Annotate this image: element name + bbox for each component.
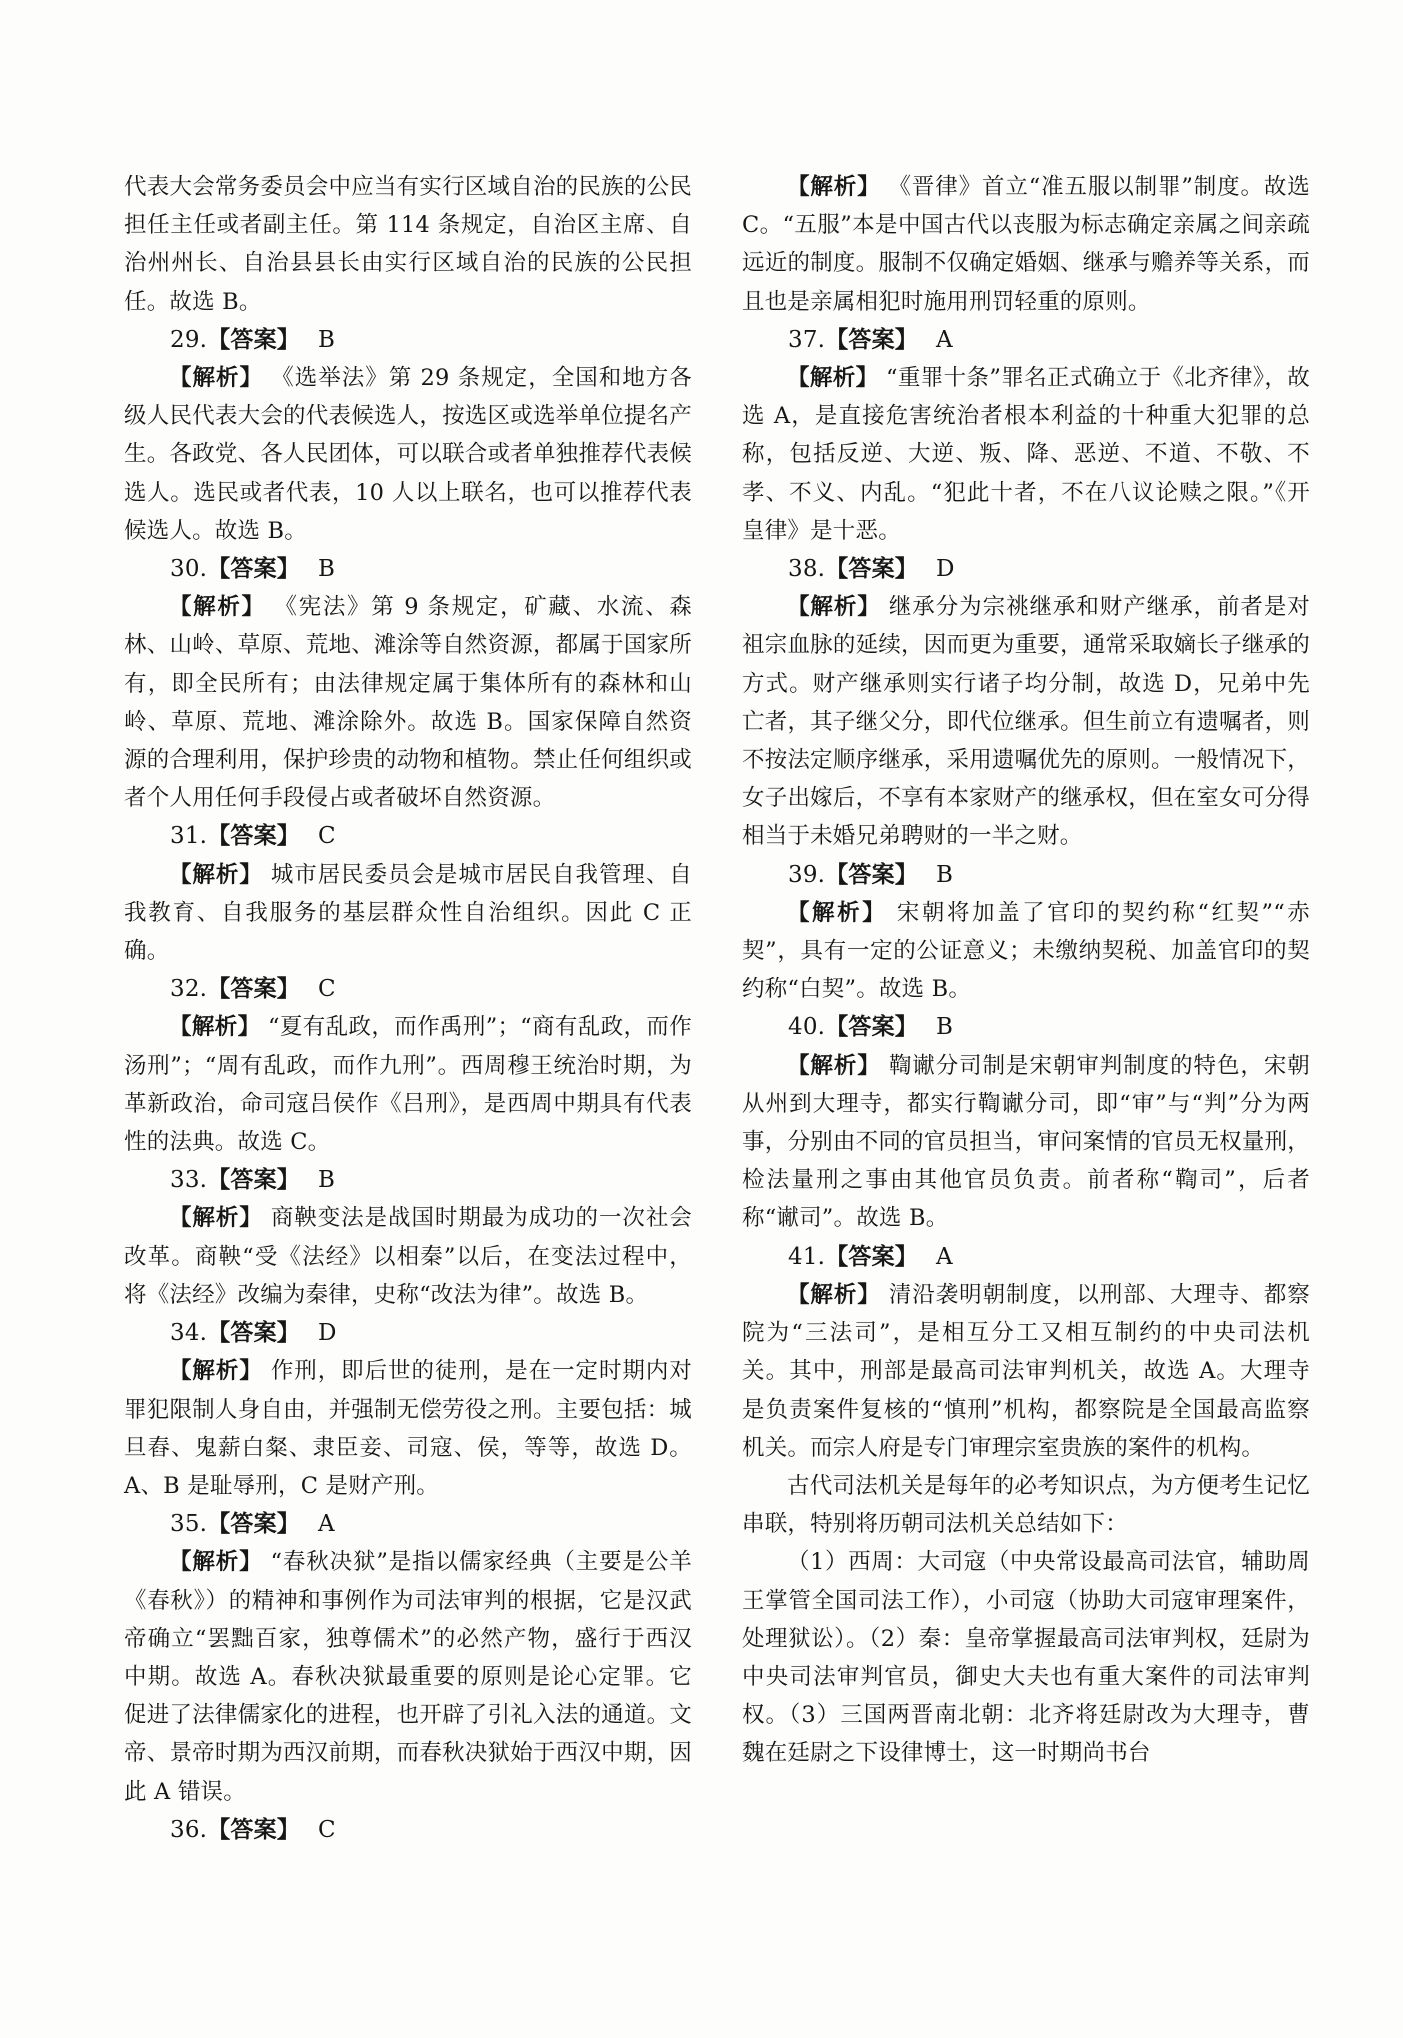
analysis-label: 【解析】: [169, 1358, 263, 1385]
text-paragraph: [742, 1543, 1310, 1772]
answer-letter: C: [318, 976, 336, 1003]
analysis-paragraph: [742, 894, 1310, 1009]
answer-line: [742, 1238, 1310, 1276]
question-number: 34.: [170, 1320, 208, 1347]
analysis-paragraph: [742, 1276, 1310, 1467]
answer-letter: A: [936, 326, 953, 353]
analysis-paragraph: [124, 588, 692, 817]
analysis-text: 《选举法》第 29 条规定，全国和地方各级人民代表大会的代表候选人，按选区或选举单位提名产生。各政党、各人民团体，可以联合或者单独推荐代表候选人。选民或者代表，10 人以上联名，也可以推荐代表候选人。故选 B。: [124, 365, 692, 544]
answer-line: [742, 321, 1310, 359]
analysis-paragraph: [742, 1047, 1310, 1238]
analysis-label: 【解析】: [787, 365, 879, 392]
answer-tag: 【答案】: [207, 326, 300, 353]
analysis-label: 【解析】: [787, 1052, 881, 1079]
analysis-paragraph: [742, 168, 1310, 321]
analysis-paragraph: [124, 359, 692, 550]
answer-letter: B: [936, 1014, 954, 1041]
question-number: 32.: [170, 976, 208, 1003]
analysis-label: 【解析】: [169, 1014, 261, 1041]
right-column: [742, 168, 1310, 1773]
answer-letter: D: [318, 1320, 337, 1347]
question-number: 39.: [788, 861, 826, 888]
analysis-text: “重罪十条”罪名正式确立于《北齐律》，故选 A，是直接危害统治者根本利益的十种重大犯罪的总称，包括反逆、大逆、叛、降、恶逆、不道、不敬、不孝、不义、内乱。“犯此十者，不在八议论赎之限。”《开皇律》是十恶。: [742, 365, 1310, 544]
analysis-text: 作刑，即后世的徒刑，是在一定时期内对罪犯限制人身自由，并强制无偿劳役之刑。主要包括：城旦舂、鬼薪白粲、隶臣妾、司寇、侯，等等，故选 D。A、B 是耻辱刑，C 是财产刑。: [124, 1358, 692, 1499]
left-column: [124, 168, 692, 1849]
answer-letter: A: [936, 1243, 953, 1270]
answer-line: [124, 970, 692, 1008]
question-number: 29.: [170, 326, 208, 353]
analysis-text: 城市居民委员会是城市居民自我管理、自我教育、自我服务的基层群众性自治组织。因此 C 正确。: [124, 861, 692, 965]
answer-letter: D: [936, 556, 955, 583]
question-number: 38.: [788, 556, 826, 583]
question-number: 40.: [788, 1014, 826, 1041]
answer-tag: 【答案】: [825, 326, 918, 353]
paragraph-text: （1）西周：大司寇（中央常设最高司法官，辅助周王掌管全国司法工作），小司寇（协助大司寇审理案件，处理狱讼）。（2）秦：皇帝掌握最高司法审判权，廷尉为中央司法审判官员，御史大夫也有重大案件的司法审判权。（3）三国两晋南北朝：北齐将廷尉改为大理寺，曹魏在廷尉之下设律博士，这一时期尚书台: [742, 1549, 1310, 1767]
answer-line: [742, 1008, 1310, 1046]
answer-line: [124, 817, 692, 855]
answer-tag: 【答案】: [825, 1243, 918, 1270]
analysis-paragraph: [742, 359, 1310, 550]
analysis-text: “夏有乱政，而作禹刑”；“商有乱政，而作汤刑”；“周有乱政，而作九刑”。西周穆王统治时期，为革新政治，命司寇吕侯作《吕刑》，是西周中期具有代表性的法典。故选 C。: [124, 1014, 692, 1156]
answer-line: [124, 1811, 692, 1849]
answer-letter: B: [318, 326, 336, 353]
answer-tag: 【答案】: [825, 556, 918, 583]
paragraph-text: 代表大会常务委员会中应当有实行区域自治的民族的公民担任主任或者副主任。第 114 条规定，自治区主席、自治州州长、自治县县长由实行区域自治的民族的公民担任。故选 B。: [124, 174, 692, 315]
answer-tag: 【答案】: [207, 556, 300, 583]
analysis-label: 【解析】: [787, 899, 888, 926]
answer-line: [124, 1505, 692, 1543]
analysis-label: 【解析】: [787, 174, 881, 200]
analysis-paragraph: [124, 1199, 692, 1314]
analysis-label: 【解析】: [787, 1281, 881, 1308]
analysis-label: 【解析】: [169, 861, 263, 888]
analysis-paragraph: [124, 1008, 692, 1161]
answer-line: [742, 550, 1310, 588]
question-number: 41.: [788, 1243, 826, 1270]
analysis-text: 商鞅变法是战国时期最为成功的一次社会改革。商鞅“受《法经》以相秦”以后，在变法过程中，将《法经》改编为秦律，史称“改法为律”。故选 B。: [124, 1205, 692, 1308]
answer-letter: C: [318, 823, 336, 850]
analysis-text: 继承分为宗祧继承和财产继承，前者是对祖宗血脉的延续，因而更为重要，通常采取嫡长子继承的方式。财产继承则实行诸子均分制，故选 D，兄弟中先亡者，其子继父分，即代位继承。但生前立有遗嘱者，则不按法定顺序继承，采用遗嘱优先的原则。一般情况下，女子出嫁后，不享有本家财产的继承权，但在室女可分得相当于未婚兄弟聘财的一半之财。: [742, 594, 1310, 850]
paragraph-text: 古代司法机关是每年的必考知识点，为方便考生记忆串联，特别将历朝司法机关总结如下：: [742, 1472, 1310, 1538]
text-paragraph: [742, 1467, 1310, 1543]
answer-tag: 【答案】: [207, 1320, 300, 1347]
answer-line: [124, 321, 692, 359]
answer-letter: A: [318, 1511, 335, 1538]
answer-line: [124, 1314, 692, 1352]
answer-letter: B: [936, 861, 954, 888]
answer-tag: 【答案】: [825, 1014, 918, 1041]
analysis-label: 【解析】: [169, 594, 266, 621]
analysis-paragraph: [124, 1352, 692, 1505]
answer-tag: 【答案】: [207, 1511, 300, 1538]
question-number: 35.: [170, 1511, 208, 1538]
analysis-paragraph: [742, 588, 1310, 855]
analysis-paragraph: [124, 1543, 692, 1810]
question-number: 33.: [170, 1167, 208, 1194]
answer-line: [124, 1161, 692, 1199]
answer-letter: B: [318, 556, 336, 583]
answer-tag: 【答案】: [207, 1167, 300, 1194]
question-number: 30.: [170, 556, 208, 583]
analysis-text: 鞫谳分司制是宋朝审判制度的特色，宋朝从州到大理寺，都实行鞫谳分司，即“审”与“判”分为两事，分别由不同的官员担当，审问案情的官员无权量刑，检法量刑之事由其他官员负责。前者称“鞫司”，后者称“谳司”。故选 B。: [742, 1052, 1310, 1232]
answer-letter: B: [318, 1167, 336, 1194]
answer-letter: C: [318, 1816, 336, 1843]
analysis-label: 【解析】: [169, 1549, 263, 1576]
text-paragraph: [124, 168, 692, 321]
answer-line: [742, 856, 1310, 894]
answer-tag: 【答案】: [207, 1816, 300, 1843]
analysis-text: 《宪法》第 9 条规定，矿藏、水流、森林、山岭、草原、荒地、滩涂等自然资源，都属于国家所有，即全民所有；由法律规定属于集体所有的森林和山岭、草原、荒地、滩涂除外。故选 B。国家保障自然资源的合理利用，保护珍贵的动物和植物。禁止任何组织或者个人用任何手段侵占或者破坏自然资源。: [124, 594, 692, 812]
analysis-text: 宋朝将加盖了官印的契约称“红契”“赤契”，具有一定的公证意义；未缴纳契税、加盖官印的契约称“白契”。故选 B。: [742, 899, 1310, 1003]
question-number: 37.: [788, 326, 826, 353]
answer-tag: 【答案】: [825, 861, 918, 888]
analysis-text: “春秋决狱”是指以儒家经典（主要是公羊《春秋》）的精神和事例作为司法审判的根据，它是汉武帝确立“罢黜百家，独尊儒术”的必然产物，盛行于西汉中期。故选 A。春秋决狱最重要的原则是论心定罪。它促进了法律儒家化的进程，也开辟了引礼入法的通道。文帝、景帝时期为西汉前期，而春秋决狱始于西汉中期，因此 A 错误。: [124, 1549, 692, 1805]
analysis-label: 【解析】: [169, 1205, 263, 1232]
answer-tag: 【答案】: [207, 976, 300, 1003]
answer-tag: 【答案】: [207, 823, 300, 850]
analysis-label: 【解析】: [169, 365, 264, 392]
answer-line: [124, 550, 692, 588]
analysis-text: 《晋律》首立“准五服以制罪”制度。故选 C。“五服”本是中国古代以丧服为标志确定亲属之间亲疏远近的制度。服制不仅确定婚姻、继承与赡养等关系，而且也是亲属相犯时施用刑罚轻重的原则。: [742, 174, 1310, 315]
analysis-paragraph: [124, 856, 692, 971]
analysis-text: 清沿袭明朝制度，以刑部、大理寺、都察院为“三法司”，是相互分工又相互制约的中央司法机关。其中，刑部是最高司法审判机关，故选 A。大理寺是负责案件复核的“慎刑”机构，都察院是全国最高监察机关。而宗人府是专门审理宗室贵族的案件的机构。: [742, 1281, 1310, 1461]
analysis-label: 【解析】: [787, 594, 881, 621]
question-number: 36.: [170, 1816, 208, 1843]
question-number: 31.: [170, 823, 208, 850]
